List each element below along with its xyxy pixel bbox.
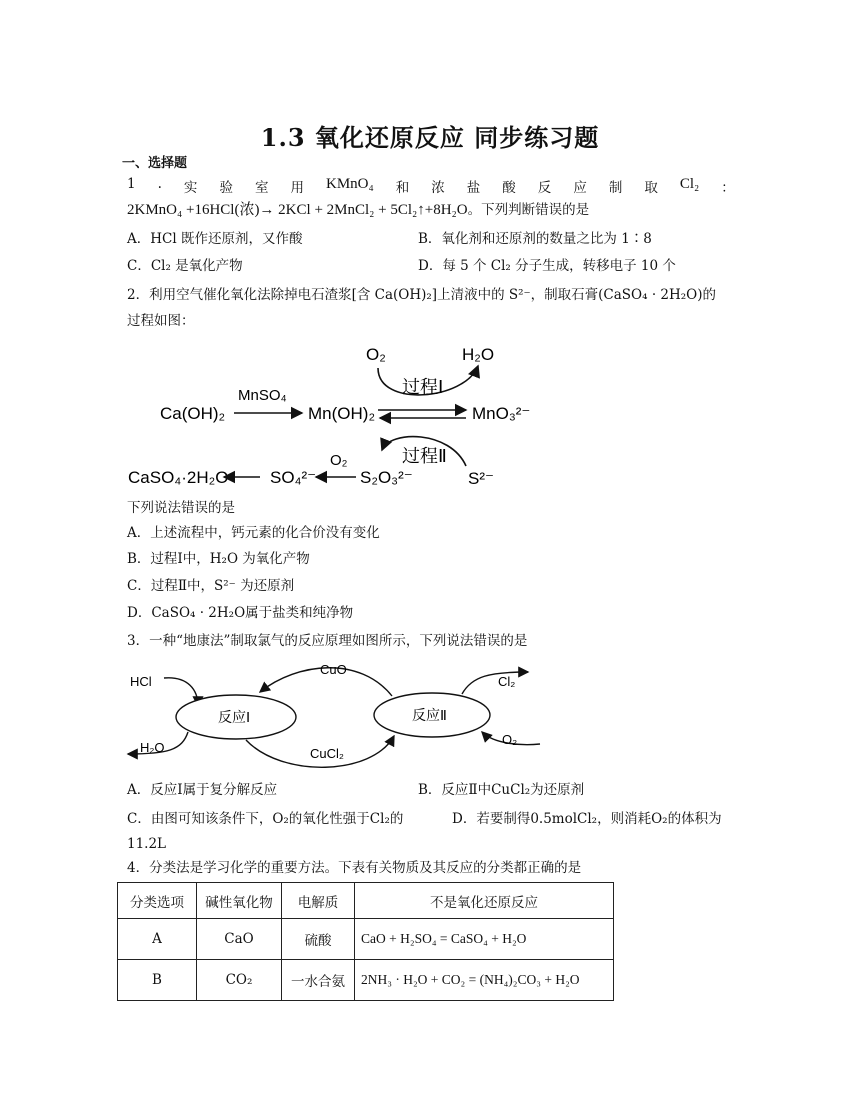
q2-option-a[interactable]: A．上述流程中，钙元素的化合价没有变化	[127, 525, 380, 541]
q1-word: 制	[608, 180, 623, 196]
q1-word: 实	[183, 180, 198, 196]
q1-word: 1	[127, 176, 136, 192]
table-cell: CaO + H₂SO₄ = CaSO₄ + H₂O	[355, 919, 614, 960]
classification-table	[117, 882, 614, 1001]
q1-word: 盐	[466, 180, 481, 196]
section-heading: 一、选择题	[122, 156, 188, 171]
q1-tail: 。下列判断错误的是	[467, 202, 590, 218]
o2-mid-label: O₂	[330, 452, 348, 469]
q1-equation-line	[127, 200, 589, 220]
so4-label: SO₄²⁻	[270, 468, 317, 487]
q1-stem-line	[127, 176, 735, 196]
hcl-label: HCl	[130, 674, 152, 689]
q3-option-c[interactable]: C．由图可知该条件下，O₂的氧化性强于Cl₂的	[127, 811, 404, 827]
s2-label: S²⁻	[468, 469, 494, 488]
q1-option-a[interactable]: A．HCl 既作还原剂，又作酸	[127, 231, 303, 247]
q3-option-d-cont: 11.2L	[127, 836, 167, 852]
table-header: 碱性氧化物	[197, 883, 282, 919]
q2-stem-line2: 过程如图：	[127, 313, 195, 329]
q1-word: 和	[395, 180, 410, 196]
table-cell: 硫酸	[282, 919, 355, 960]
q3-option-b[interactable]: B．反应Ⅱ中CuCl₂为还原剂	[418, 782, 585, 798]
process1-label: 过程Ⅰ	[402, 377, 444, 397]
process2-label: 过程Ⅱ	[402, 446, 447, 466]
caoh2-label: Ca(OH)₂	[160, 404, 226, 423]
q2-process-diagram	[120, 338, 540, 496]
q1-word: 用	[290, 180, 304, 196]
table-cell: A	[118, 919, 197, 960]
caso4-label: CaSO₄·2H₂O	[128, 468, 229, 487]
q1-word: 应	[573, 180, 587, 196]
cucl2-label: CuCl₂	[310, 746, 344, 761]
q1-word: Cl₂	[679, 176, 700, 192]
q1-word: 验	[219, 180, 233, 196]
o2-label: O₂	[502, 732, 518, 747]
table-header: 不是氧化还原反应	[355, 883, 614, 919]
q4-stem: 4．分类法是学习化学的重要方法。下表有关物质及其反应的分类都正确的是	[127, 860, 582, 876]
q2-option-d[interactable]: D．CaSO₄ · 2H₂O属于盐类和纯净物	[127, 605, 354, 621]
mnoh2-label: Mn(OH)₂	[308, 404, 376, 423]
table-cell: CO₂	[197, 960, 282, 1001]
table-cell: 2NH₃ · H₂O + CO₂ = (NH₄)₂CO₃ + H₂O	[355, 960, 614, 1001]
q1-word: KMnO₄	[325, 176, 374, 192]
table-cell: B	[118, 960, 197, 1001]
q3-stem: 3．一种“地康法”制取氯气的反应原理如图所示，下列说法错误的是	[127, 633, 528, 649]
q3-option-a[interactable]: A．反应Ⅰ属于复分解反应	[127, 782, 278, 798]
page-title: 1.3 氧化还原反应 同步练习题	[260, 123, 600, 152]
table-header: 电解质	[282, 883, 355, 919]
reaction2-label: 反应Ⅱ	[412, 707, 447, 723]
q1-option-b[interactable]: B．氧化剂和还原剂的数量之比为 1∶8	[418, 231, 652, 247]
q1-option-c[interactable]: C．Cl₂ 是氧化产物	[127, 258, 243, 274]
cl2-arrow	[462, 672, 528, 694]
q2-option-c[interactable]: C．过程Ⅱ中，S²⁻ 为还原剂	[127, 578, 295, 594]
q1-option-d[interactable]: D．每 5 个 Cl₂ 分子生成，转移电子 10 个	[418, 258, 676, 274]
q2-prompt: 下列说法错误的是	[127, 500, 235, 516]
q1-word: 浓	[431, 180, 445, 196]
table-header: 分类选项	[118, 883, 197, 919]
h2o-label: H₂O	[140, 740, 165, 755]
q1-word: .	[157, 176, 162, 192]
q1-equation: 2KMnO₄ +16HCl(浓)→ 2KCl + 2MnCl₂ + 5Cl₂↑+8H₂O	[127, 202, 468, 218]
mnso4-label: MnSO₄	[238, 387, 287, 404]
q1-word: ：	[721, 180, 735, 196]
cuo-label: CuO	[320, 662, 347, 677]
q1-word: 室	[254, 180, 269, 196]
cl2-label: Cl₂	[498, 674, 516, 689]
q2-option-b[interactable]: B．过程Ⅰ中，H₂O 为氧化产物	[127, 551, 310, 567]
q1-word: 酸	[502, 180, 516, 196]
reaction1-label: 反应Ⅰ	[218, 709, 251, 725]
table-header-row	[118, 883, 614, 919]
o2-top-label: O₂	[366, 345, 386, 364]
table-cell: 一水合氨	[282, 960, 355, 1001]
s2o3-label: S₂O₃²⁻	[360, 468, 413, 487]
q3-cycle-diagram	[122, 658, 562, 770]
q1-word: 取	[644, 180, 658, 196]
q2-stem-line1: 2．利用空气催化氧化法除掉电石渣浆[含 Ca(OH)₂]上清液中的 S²⁻，制取石膏(CaSO₄ · 2H₂O)的	[127, 287, 717, 303]
table-row	[118, 919, 614, 960]
table-cell: CaO	[197, 919, 282, 960]
table-row	[118, 960, 614, 1001]
mno3-label: MnO₃²⁻	[472, 404, 531, 423]
q3-option-d[interactable]: D．若要制得0.5molCl₂，则消耗O₂的体积为	[452, 811, 722, 827]
h2o-top-label: H₂O	[462, 345, 495, 364]
q1-word: 反	[537, 180, 552, 196]
